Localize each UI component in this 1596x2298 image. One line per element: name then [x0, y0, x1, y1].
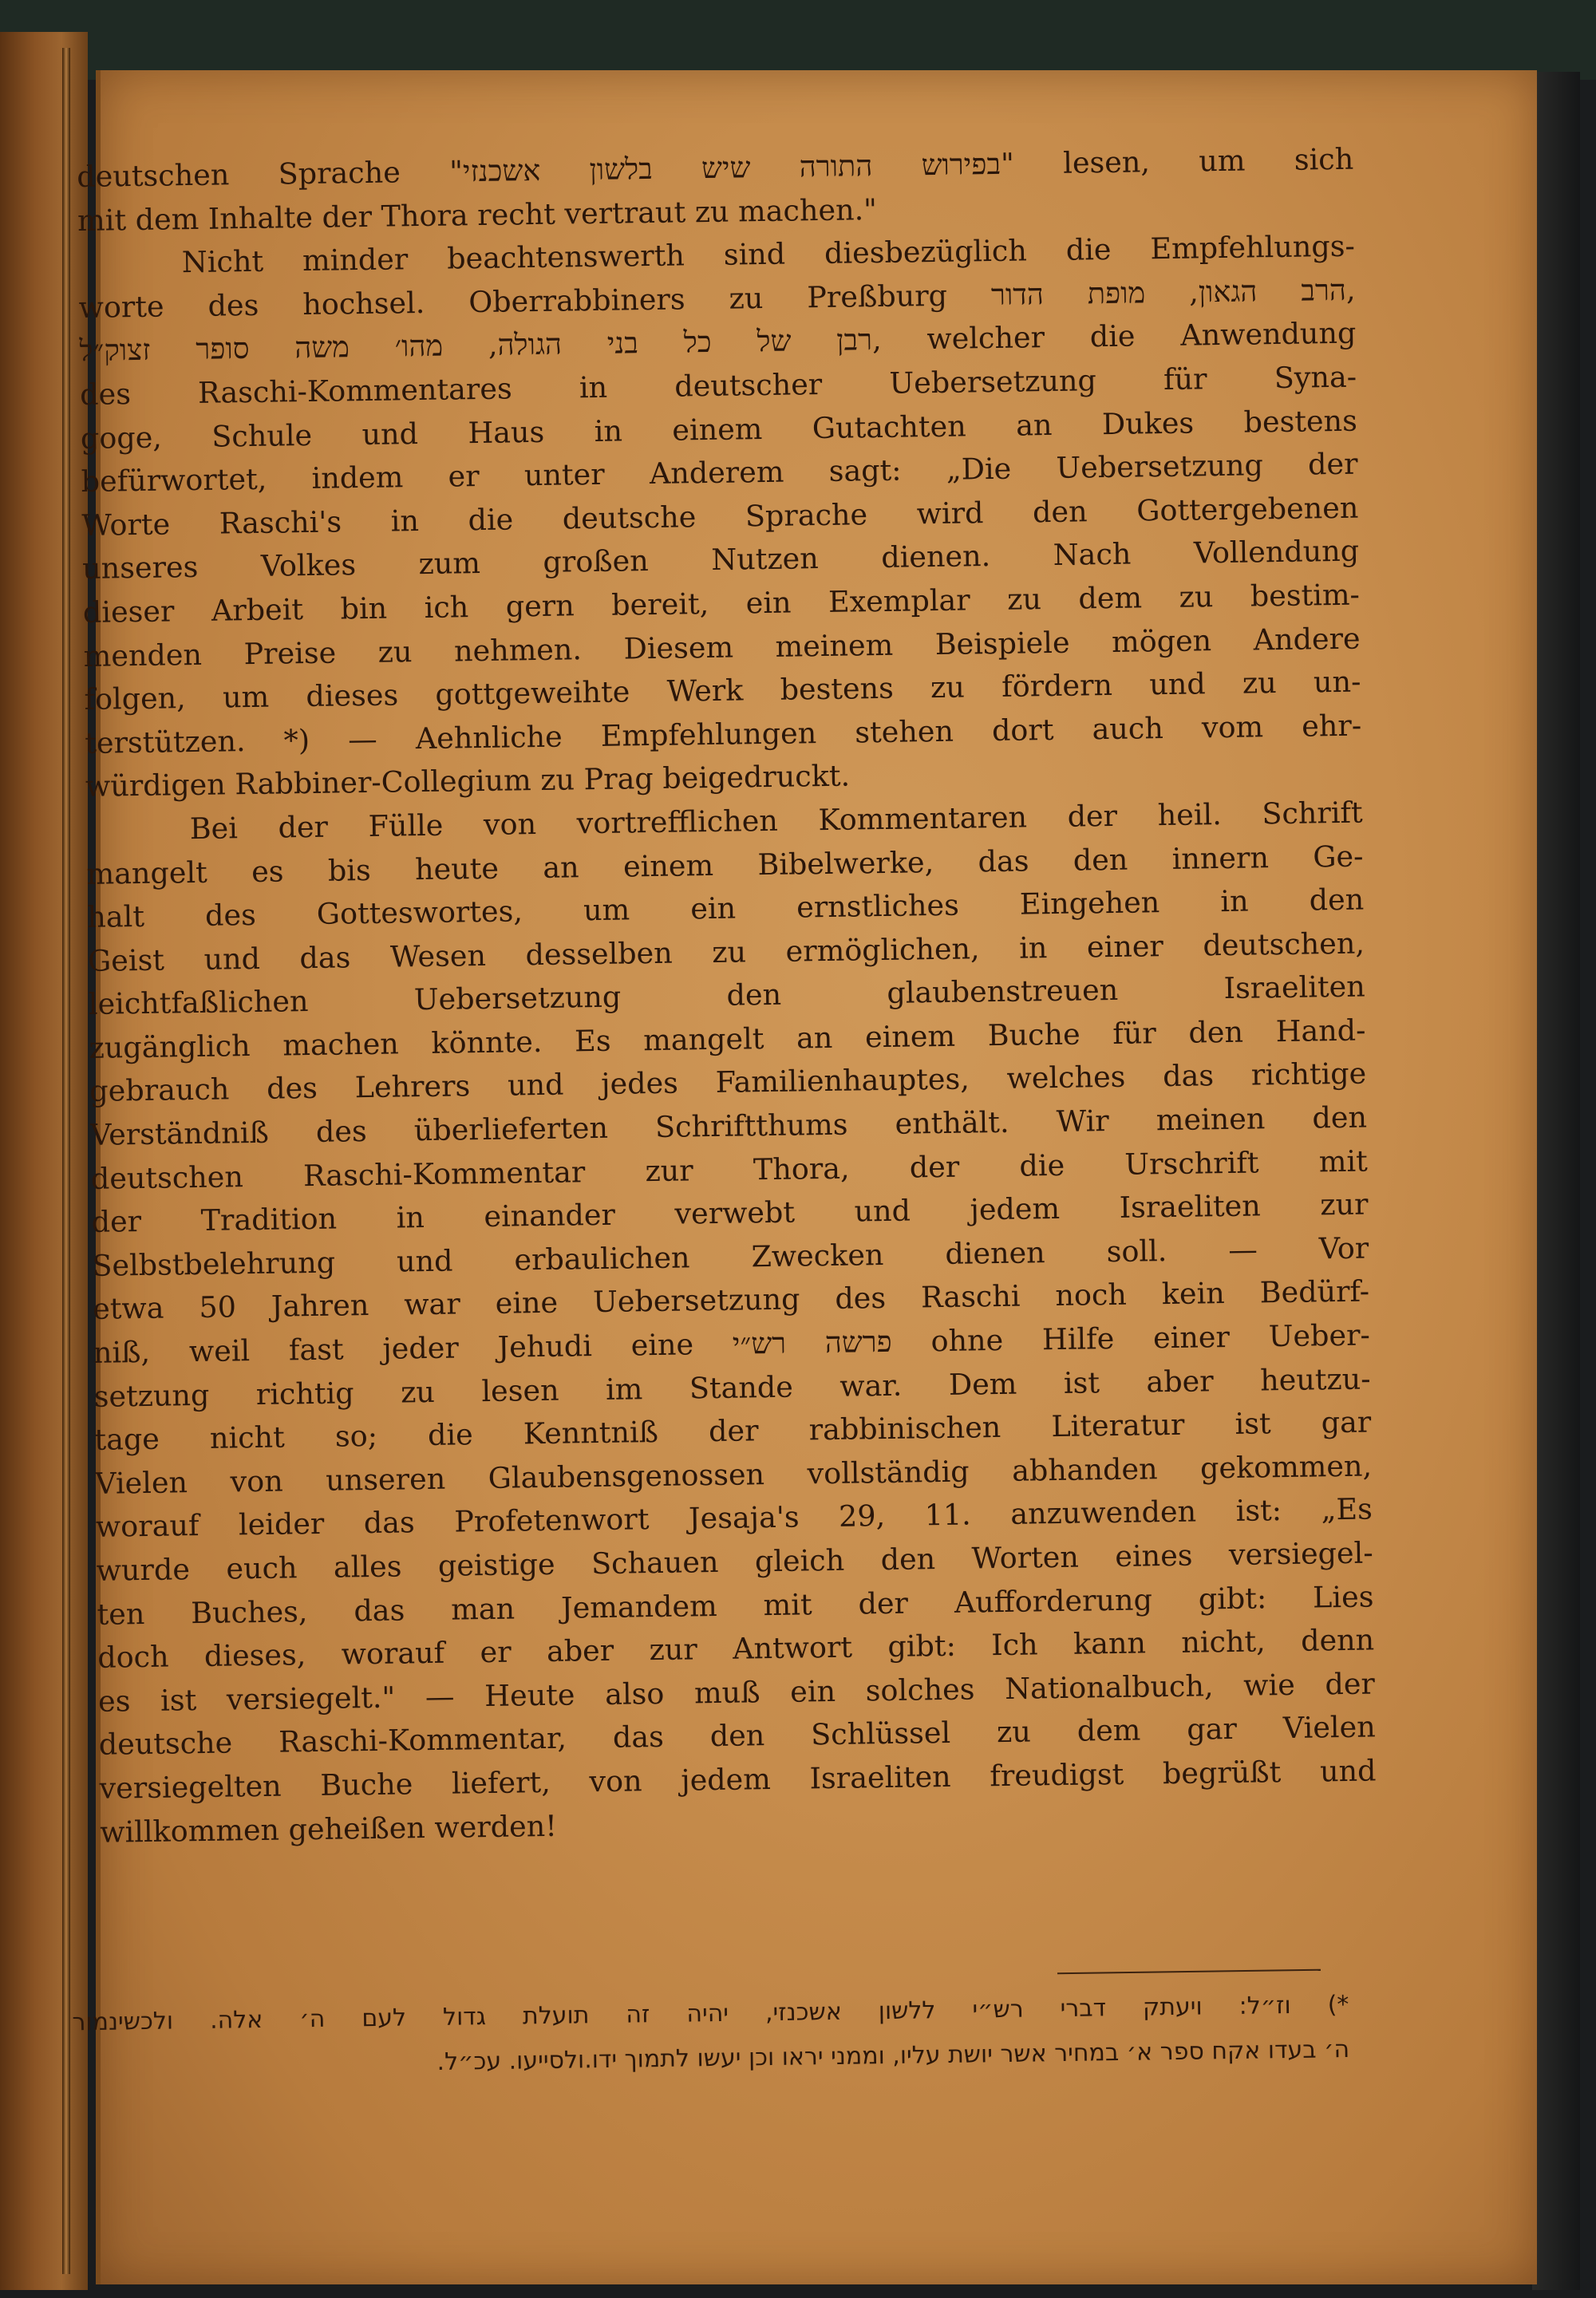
text-line: niß, weil fast jeder Jehudi eine פרשה רש״י ohne Hilfe einer Ueber- — [93, 1317, 1371, 1370]
text-line: Selbstbelehrung und erbaulichen Zwecken dienen soll. — Vor — [92, 1230, 1369, 1283]
text-line: Worte Raschi's in die deutsche Sprache wird den Gottergebenen — [81, 490, 1359, 543]
footnote-line: ה׳ בעדו אקח ספר א׳ במחיר אשר יושת עליו, וממני יראו וכן יעשו לתמוך ידו.ולסייעו. עכ״ל. — [437, 2035, 1350, 2076]
text-line: mit dem Inhalte der Thora recht vertraut zu machen." — [77, 192, 878, 238]
text-line: befürwortet, indem er unter Anderem sagt: „Die Uebersetzung der — [81, 446, 1358, 499]
text-line: willkommen geheißen werden! — [100, 1808, 558, 1850]
page-edge-stack — [62, 48, 70, 2274]
text-line: deutsche Raschi-Kommentar, das den Schlüssel zu dem gar Vielen — [98, 1709, 1376, 1763]
text-line: dieser Arbeit bin ich gern bereit, ein Exemplar zu dem zu bestim- — [82, 577, 1361, 630]
text-line: versiegelten Buche liefert, von jedem Israeliten freudigst begrüßt und — [99, 1753, 1377, 1806]
text-line: zugänglich machen könnte. Es mangelt an einem Buche für den Hand- — [89, 1013, 1366, 1065]
text-line: es ist versiegelt." — Heute also muß ein solches Nationalbuch, wie der — [97, 1666, 1376, 1719]
text-line: halt des Gotteswortes, um ein ernstliches Eingehen in den — [87, 882, 1365, 934]
underlying-page — [0, 32, 88, 2290]
text-line: tage nicht so; die Kenntniß der rabbinischen Literatur ist gar — [94, 1404, 1372, 1458]
text-line: würdigen Rabbiner-Collegium zu Prag beigedruckt. — [85, 758, 851, 804]
text-line: deutschen Raschi-Kommentar zur Thora, der die Urschrift mit — [90, 1143, 1369, 1196]
text-line: folgen, um dieses gottgeweihte Werk bestens zu fördern und zu un- — [84, 664, 1361, 717]
text-line: Bei der Fülle von vortrefflichen Kommentaren der heil. Schrift — [189, 795, 1363, 847]
text-line: Vielen von unseren Glaubensgenossen vollständig abhanden gekommen, — [94, 1448, 1373, 1501]
footnote — [72, 1983, 1349, 2090]
text-line: terstützen. *) — Aehnliche Empfehlungen stehen dort auch vom ehr- — [84, 708, 1362, 760]
text-line: goge, Schule und Haus in einem Gutachten an Dukes bestens — [80, 403, 1358, 456]
text-line: worte des hochsel. Oberrabbiners zu Preßburg הרב הגאון, מופת הדור, — [78, 272, 1356, 325]
text-line: ten Buches, das man Jemandem mit der Aufforderung gibt: Lies — [97, 1579, 1374, 1632]
text-line: des Raschi-Kommentares in deutscher Uebersetzung für Syna- — [79, 359, 1357, 412]
text-line: Nicht minder beachtenswerth sind diesbezüglich die Empfehlungs- — [181, 228, 1356, 280]
text-line: gebrauch des Lehrers und jedes Familienhauptes, welches das richtige — [89, 1056, 1367, 1109]
text-line: רבן של כל בני הגולה, מהו׳ משה סופר זצוק״ל, welcher die Anwendung — [79, 316, 1357, 369]
text-line: doch dieses, worauf er aber zur Antwort gibt: Ich kann nicht, denn — [97, 1622, 1375, 1676]
text-line: mangelt es bis heute an einem Bibelwerke, das den innern Ge- — [86, 839, 1364, 891]
text-line: Geist und das Wesen desselben zu ermöglichen, in einer deutschen, — [87, 926, 1365, 978]
text-line: wurde euch alles geistige Schauen gleich den Worten eines versiegel- — [96, 1535, 1373, 1588]
text-line: menden Preise zu nehmen. Diesem meinem Beispiele mögen Andere — [83, 621, 1361, 673]
text-line: deutschen Sprache "בפירוש התורה שיש בלשון אשכנזי" lesen, um sich — [77, 141, 1354, 194]
text-line: unseres Volkes zum großen Nutzen dienen. Nach Vollendung — [81, 533, 1360, 586]
body-text — [77, 138, 1377, 1854]
book-binding-top — [0, 0, 1596, 80]
text-line: etwa 50 Jahren war eine Uebersetzung des Raschi noch kein Bedürf- — [92, 1273, 1370, 1327]
text-line: leichtfaßlichen Uebersetzung den glaubenstreuen Israeliten — [88, 969, 1365, 1022]
text-line: Verständniß des überlieferten Schriftthums enthält. Wir meinen den — [89, 1100, 1368, 1152]
text-line: der Tradition in einander verwebt und jedem Israeliten zur — [91, 1187, 1369, 1240]
text-line: setzung richtig zu lesen im Stande war. Dem ist aber heutzu- — [93, 1361, 1371, 1414]
footnote-line: *) וז״ל: ויעתק דברי רש״י ללשון אשכנזי, יהיה זה תועלת גדול לעם ה׳ אלה. ולכשינמור — [72, 1990, 1349, 2037]
book-cover-edge — [1532, 72, 1580, 2290]
text-line: worauf leider das Profetenwort Jesaja's 29, 11. anzuwenden ist: „Es — [95, 1491, 1373, 1545]
